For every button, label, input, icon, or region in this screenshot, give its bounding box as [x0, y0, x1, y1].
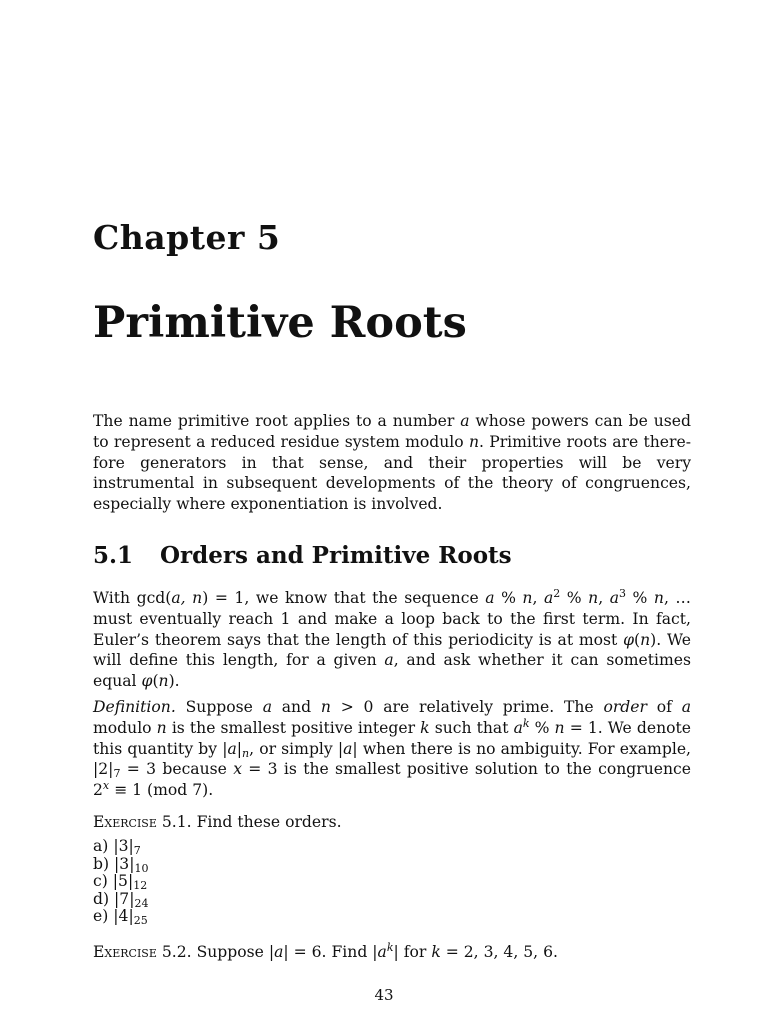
def-order-word: order [603, 698, 647, 716]
def-text-10: when there is no ambiguity. For example, [362, 739, 691, 758]
p1-text-b: ) = 1, we know that the sequence [202, 589, 479, 607]
chapter-label: Chapter 5 [93, 218, 281, 257]
def-text-11: = 3 because [126, 760, 227, 779]
exercise-1-text: Find these orders. [196, 813, 342, 831]
intro-text-4: . Primitive roots are there- [478, 432, 691, 451]
def-text-4: of [656, 698, 672, 716]
ex2-text-2: = 6. Find [293, 943, 368, 961]
list-item: b) $|3|_{10}$ [93, 854, 149, 875]
intro-text-2: whose powers can be used [475, 412, 691, 430]
exercise-1-list [93, 838, 148, 926]
list-item: e) $|4|_{25}$ [93, 907, 148, 928]
def-text-5: modulo [93, 718, 152, 737]
section-heading [93, 542, 512, 569]
exercise-1-number: 5.1. [161, 813, 192, 831]
def-text-7: such that [434, 718, 509, 737]
list-item: a) $|3|_7$ [93, 837, 141, 857]
section-number: 5.1 [93, 542, 134, 569]
ex2-text-4: = 2, 3, 4, 5, 6. [445, 943, 558, 961]
p1-text-c: must eventually reach 1 and make a loop back to the first term. In fact, Euler’s theorem says that the length of this periodicity is at most [93, 609, 691, 649]
chapter-title: Primitive Roots [93, 298, 467, 348]
p1-text-a: With gcd( [93, 589, 172, 607]
list-item: c) $|5|_{12}$ [93, 872, 148, 893]
intro-paragraph: The name primitive root applies to a number a whose powers can be used to represent a reduced residue system modulo n. Primitive roots are there- fore generators in that sense, and their properties will be very instrumental in subsequent developments of the theory of congruences, especially where exponentiation is involved. [93, 412, 691, 514]
list-item: d) $|7|_{24}$ [93, 889, 149, 910]
def-text-12: = 3 is the smallest positive solution to the congruence [248, 760, 691, 779]
intro-text-3: to represent a reduced residue system modulo [93, 432, 464, 451]
def-text-1: Suppose [185, 698, 253, 716]
exercise-2-number: 5.2. [161, 943, 192, 961]
exercise-2-label: Exercise [93, 943, 157, 961]
exercise-5-2: Exercise 5.2. Suppose |a| = 6. Find $|a^k|$ for k = 2, 3, 4, 5, 6. [93, 941, 558, 961]
intro-text-1: The name primitive root applies to a number [93, 412, 455, 430]
def-text-2: and [281, 698, 312, 716]
def-text-13: ≡ 1 (mod 7). [114, 781, 214, 800]
def-text-9: , or simply [249, 739, 333, 758]
definition-paragraph: Definition. Suppose a and n > 0 are relatively prime. The order of a modulo n is the smallest positive integer k such that $a^k$ % n = 1. We denote this quantity by $|a|_n$, or simply |a| when there is no ambiguity. For example, $|2|_7 = 3$ because x = 3 is the smallest positive solution to the congruence 2$^x$ ≡ 1 (mod 7). [93, 698, 691, 800]
section-paragraph: With gcd(a, n) = 1, we know that the sequence a % n, $a^2$ % n, $a^3$ % n, … must eventually reach 1 and make a loop back to the first term. In fact, Euler’s theorem says that the length of this periodicity is at most φ(n). We will define this length, for a given a, and ask whether it can sometimes equal φ(n). [93, 587, 692, 691]
p1-text-e: , and ask whether it can sometimes equal [93, 651, 691, 691]
section-title: Orders and Primitive Roots [160, 542, 512, 569]
ex2-text-3: for [403, 943, 427, 961]
intro-text-5: fore generators in that sense, and their properties will be very instrumental in subsequent developments of the theory of congruences, especially where exponentiation is involved. [93, 453, 691, 514]
def-text-6: is the smallest positive integer [171, 718, 416, 737]
definition-label: Definition. [93, 698, 176, 716]
ex2-text-1: Suppose [196, 943, 264, 961]
exercise-1-label: Exercise [93, 813, 157, 831]
page-number: 43 [374, 986, 394, 1004]
def-text-3: > 0 are relatively prime. The [340, 698, 594, 716]
p1-text-d: . We will define this length, for a given [93, 630, 691, 670]
exercise-5-1 [93, 812, 342, 832]
def-text-8: = 1. We denote this quantity by [93, 718, 691, 758]
